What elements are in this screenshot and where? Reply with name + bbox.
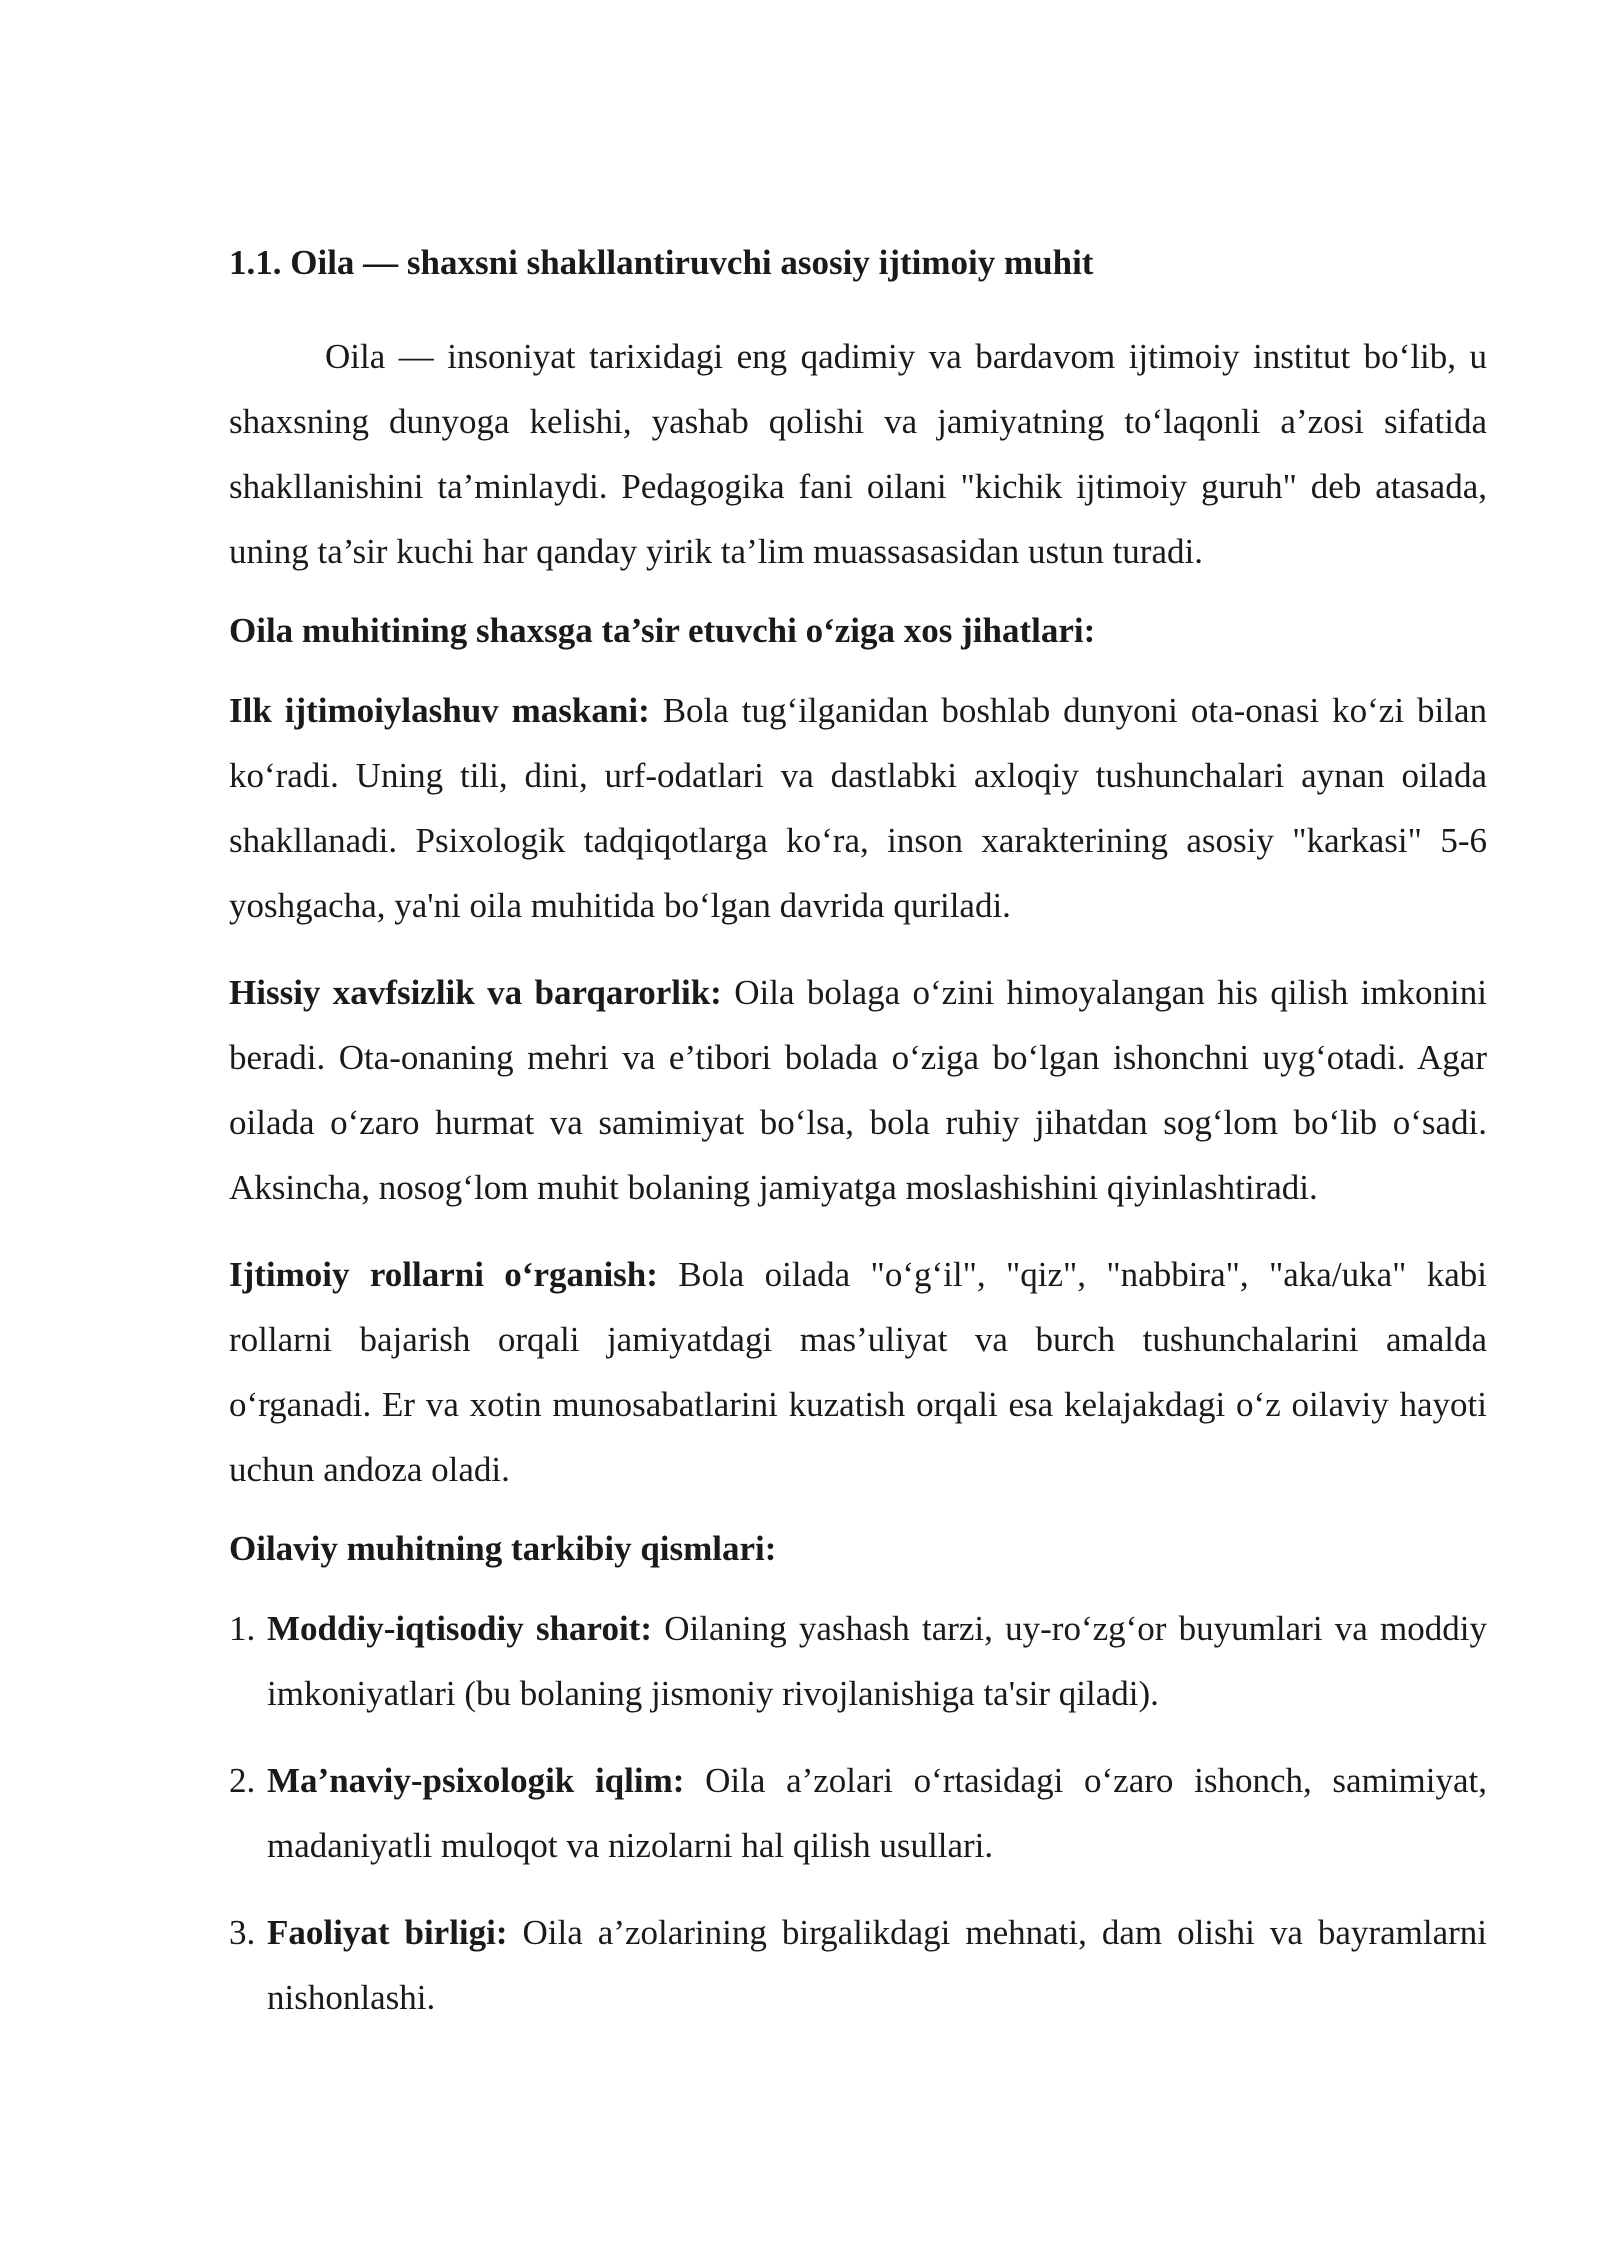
- components-heading: Oilaviy muhitning tarkibiy qismlari:: [229, 1529, 777, 1568]
- list-item: [229, 1900, 1487, 2030]
- aspect-paragraph: [229, 1242, 1487, 1502]
- list-number: 3.: [229, 1913, 256, 1952]
- document-page: [229, 238, 1487, 2052]
- component-text: Oila a’zolarining birgalikdagi mehnati, dam olishi va bayramlarni nishonlashi.: [267, 1913, 1487, 2017]
- component-text: Oilaning yashash tarzi, uy-ro‘zg‘or buyumlari va moddiy imkoniyatlari (bu bolaning jismoniy rivojlanishiga ta'sir qiladi).: [267, 1609, 1487, 1713]
- section-title: 1.1. Oila — shaxsni shakllantiruvchi asosiy ijtimoiy muhit: [229, 243, 1094, 282]
- list-number: 1.: [229, 1609, 256, 1648]
- component-text: Oila a’zolari o‘rtasidagi o‘zaro ishonch, samimiyat, madaniyatli muloqot va nizolarni hal qilish usullari.: [267, 1761, 1487, 1865]
- aspect-paragraph: [229, 678, 1487, 938]
- list-item: [229, 1596, 1487, 1726]
- list-body: [267, 1596, 1487, 1726]
- aspect-term: Hissiy xavfsizlik va barqarorlik:: [229, 973, 722, 1012]
- list-body: [267, 1748, 1487, 1878]
- aspects-heading: Oila muhitining shaxsga ta’sir etuvchi o‘ziga xos jihatlari:: [229, 611, 1096, 650]
- list-body: [267, 1900, 1487, 2030]
- aspect-paragraph: [229, 960, 1487, 1220]
- list-item: [229, 1748, 1487, 1878]
- aspect-text: Bola tug‘ilganidan boshlab dunyoni ota-onasi ko‘zi bilan ko‘radi. Uning tili, dini, urf-odatlari va dastlabki axloqiy tushunchalari aynan oilada shakllanadi. Psixologik tadqiqotlarga ko‘ra, inson xarakterining asosiy "karkasi" 5-6 yoshgacha, ya'ni oila muhitida bo‘lgan davrida quriladi.: [229, 691, 1487, 925]
- list-number: 2.: [229, 1761, 256, 1800]
- intro-paragraph: Oila — insoniyat tarixidagi eng qadimiy va bardavom ijtimoiy institut bo‘lib, u shaxsning dunyoga kelishi, yashab qolishi va jamiyatning to‘laqonli a’zosi sifatida shakllanishini ta’minlaydi. Pedagogika fani oilani "kichik ijtimoiy guruh" deb atasada, uning ta’sir kuchi har qanday yirik ta’lim muassasasidan ustun turadi.: [229, 337, 1487, 571]
- component-term: Faoliyat birligi:: [267, 1913, 508, 1952]
- aspect-text: Oila bolaga o‘zini himoyalangan his qilish imkonini beradi. Ota-onaning mehri va e’tibori bolada o‘ziga bo‘lgan ishonchni uyg‘otadi. Agar oilada o‘zaro hurmat va samimiyat bo‘lsa, bola ruhiy jihatdan sog‘lom bo‘lib o‘sadi. Aksincha, nosog‘lom muhit bolaning jamiyatga moslashishini qiyinlashtiradi.: [229, 973, 1487, 1207]
- component-term: Ma’naviy-psixologik iqlim:: [267, 1761, 685, 1800]
- component-term: Moddiy-iqtisodiy sharoit:: [267, 1609, 652, 1648]
- aspect-term: Ijtimoiy rollarni o‘rganish:: [229, 1255, 658, 1294]
- aspect-text: Bola oilada "o‘g‘il", "qiz", "nabbira", "aka/uka" kabi rollarni bajarish orqali jamiyatdagi mas’uliyat va burch tushunchalarini amalda o‘rganadi. Er va xotin munosabatlarini kuzatish orqali esa kelajakdagi o‘z oilaviy hayoti uchun andoza oladi.: [229, 1255, 1487, 1489]
- aspect-term: Ilk ijtimoiylashuv maskani:: [229, 691, 650, 730]
